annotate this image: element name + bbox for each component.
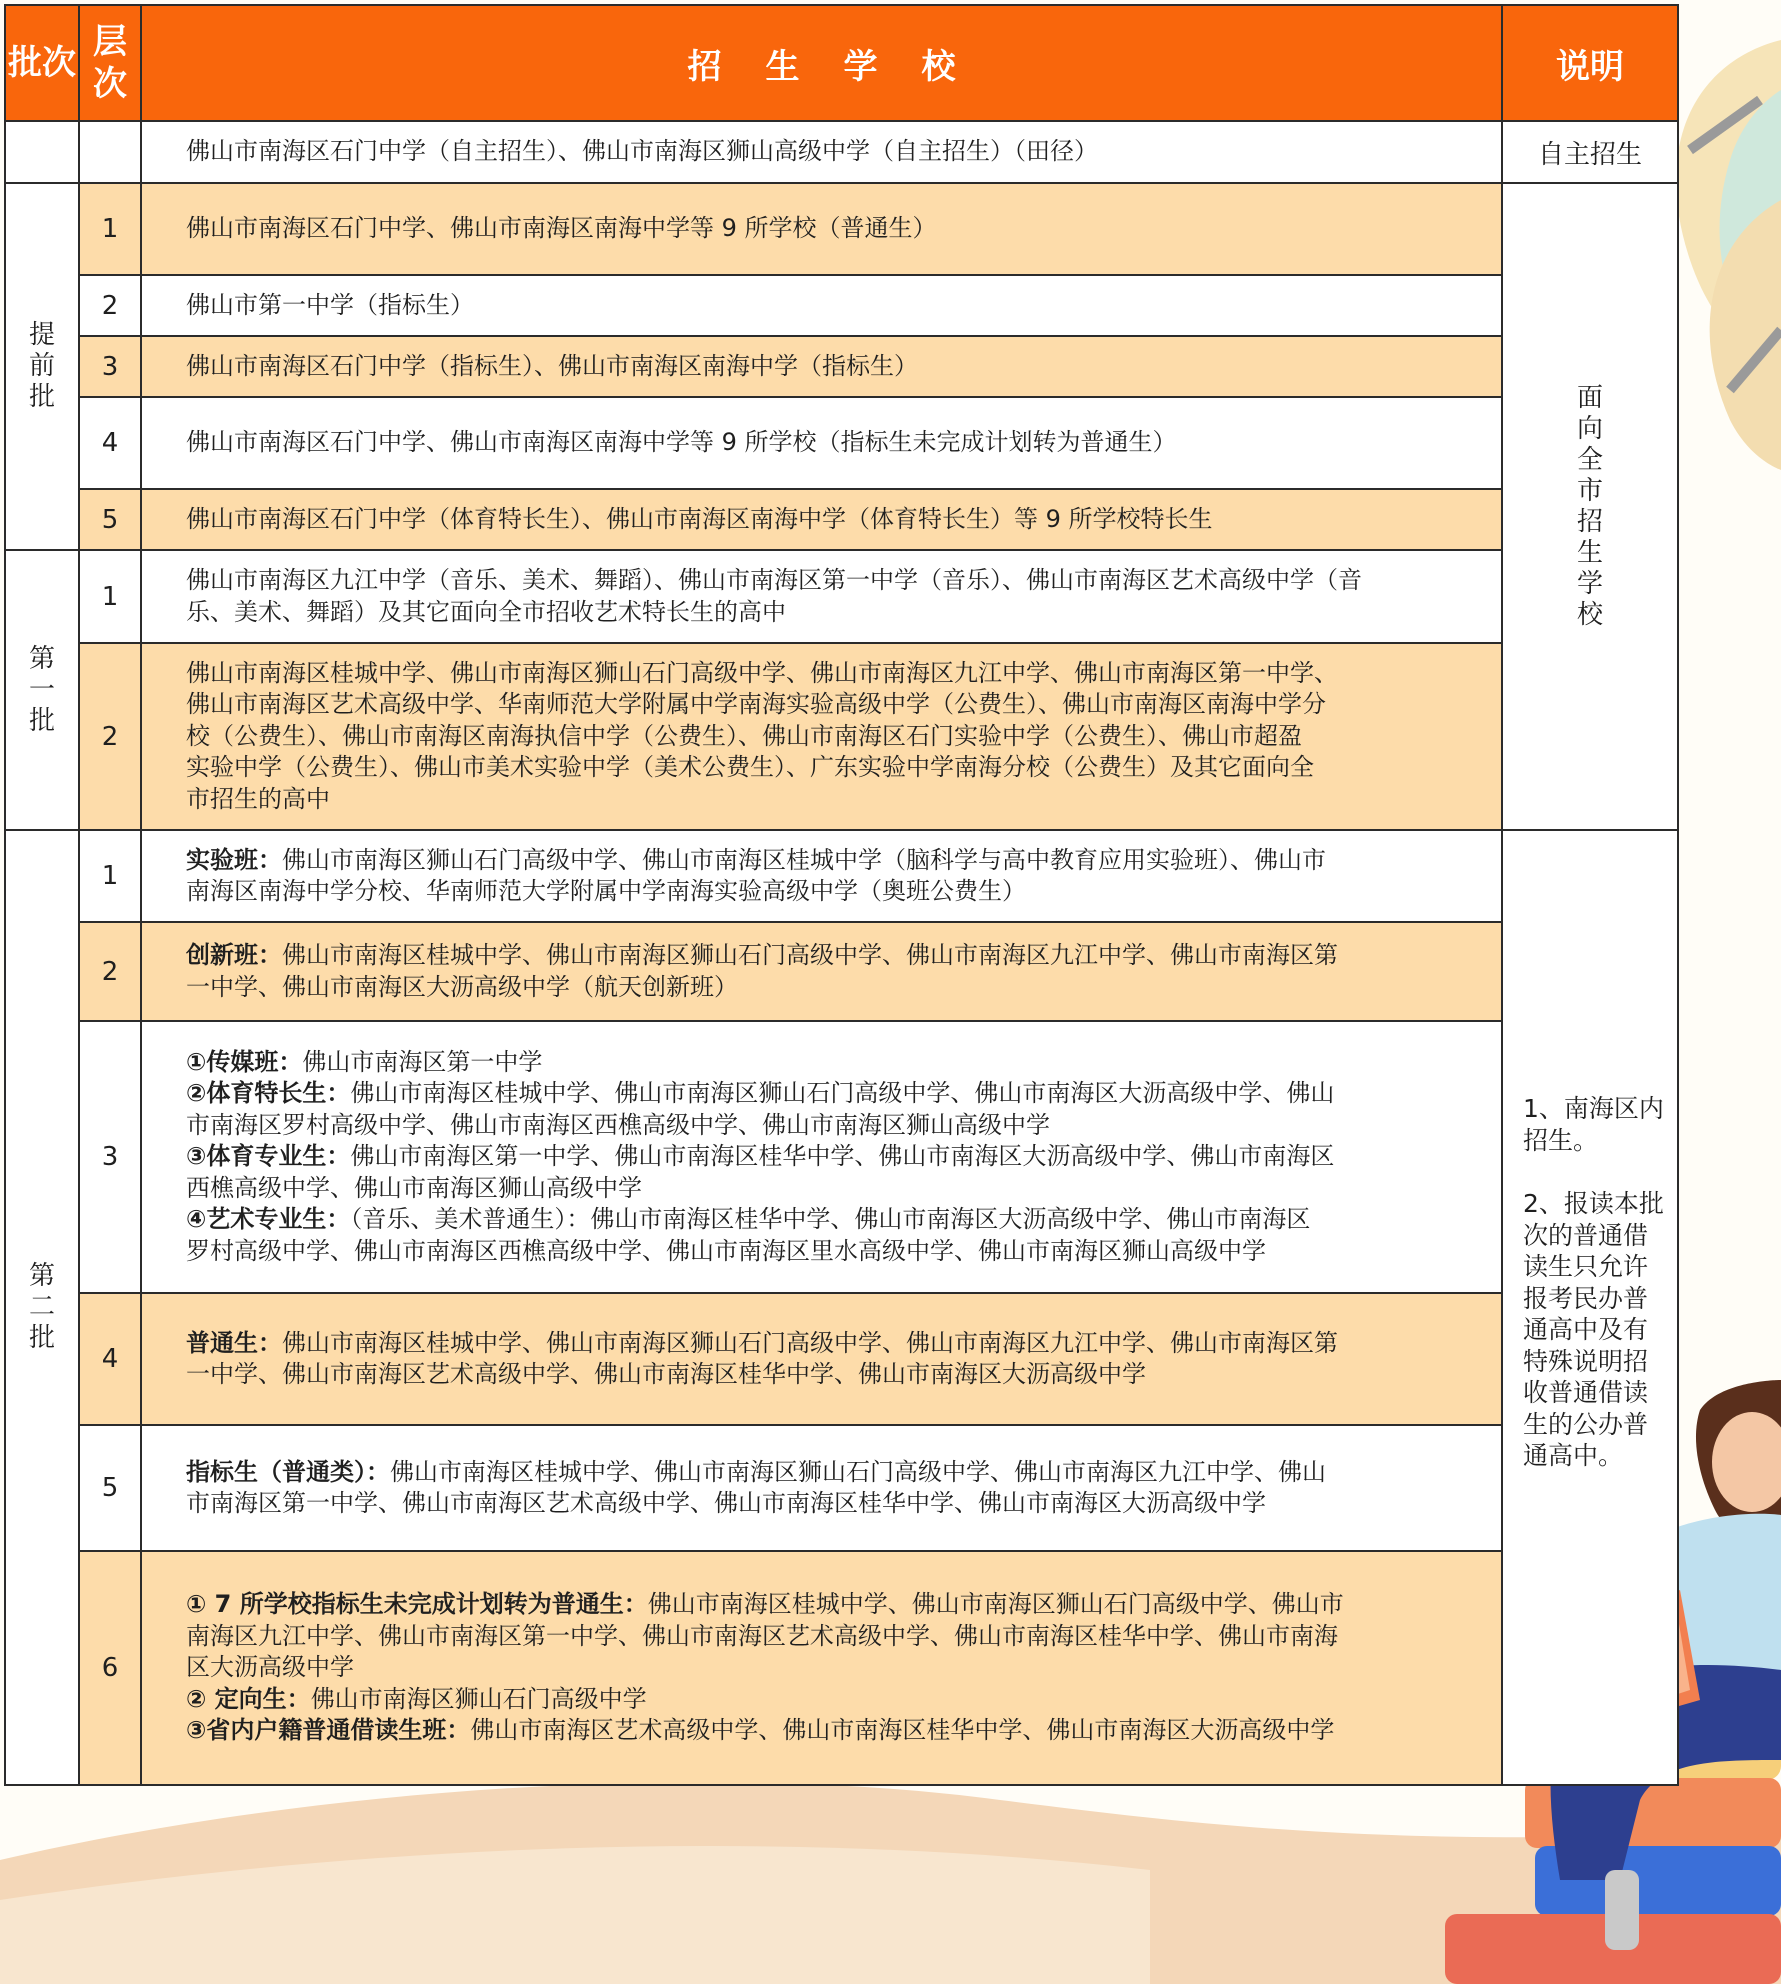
girl-sock xyxy=(1605,1870,1639,1950)
school-cell: 佛山市第一中学（指标生） xyxy=(141,275,1502,336)
level-cell: 2 xyxy=(79,643,141,830)
table-row xyxy=(5,1021,1678,1293)
table-row xyxy=(5,922,1678,1021)
level-cell: 4 xyxy=(79,397,141,489)
batch-first xyxy=(5,550,79,830)
table-row xyxy=(5,489,1678,550)
level-cell: 2 xyxy=(79,922,141,1021)
note-second-1: 1、南海区内招生。 xyxy=(1523,1094,1664,1155)
batch-second-label: 第二批 xyxy=(28,1261,55,1353)
level-cell: 3 xyxy=(79,336,141,397)
school-cell: 佛山市南海区石门中学（体育特长生）、佛山市南海区南海中学（体育特长生）等 9 所学校特长生 xyxy=(141,489,1502,550)
table-row xyxy=(5,275,1678,336)
header-note: 说明 xyxy=(1502,5,1678,121)
table-row xyxy=(5,121,1678,183)
note-citywide-text: 面向全市招生学校 xyxy=(1576,382,1603,630)
school-cell: 创新班：佛山市南海区桂城中学、佛山市南海区狮山石门高级中学、佛山市南海区九江中学、佛山市南海区第 一中学、佛山市南海区大沥高级中学（航天创新班） xyxy=(141,922,1502,1021)
header-schools: 招生学校 xyxy=(141,5,1502,121)
admission-table xyxy=(4,4,1679,1786)
note-self-enrollment: 自主招生 xyxy=(1502,121,1678,183)
level-cell: 1 xyxy=(79,550,141,643)
batch-second xyxy=(5,830,79,1785)
level-cell: 1 xyxy=(79,183,141,275)
school-cell: ①传媒班：佛山市南海区第一中学 ②体育特长生：佛山市南海区桂城中学、佛山市南海区狮山石门高级中学、佛山市南海区大沥高级中学、佛山 市南海区罗村高级中学、佛山市南海区西樵高级中学、佛山市南海区狮山高级中学 ③体育专业生：佛山市南海区第一中学、佛山市南海区桂华中学、佛山市南海区大沥高级中学、佛山市南海区 西樵高级中学、佛山市南海区狮山高级中学 ④艺术专业生：（音乐、美术普通生）：佛山市南海区桂华中学、佛山市南海区大沥高级中学、佛山市南海区 罗村高级中学、佛山市南海区西樵高级中学、佛山市南海区里水高级中学、佛山市南海区狮山高级中学 xyxy=(141,1021,1502,1293)
table-row xyxy=(5,830,1678,922)
table-row xyxy=(5,550,1678,643)
table-row xyxy=(5,643,1678,830)
header-batch: 批次 xyxy=(5,5,79,121)
batch-early-label: 提前批 xyxy=(28,320,55,412)
level-cell: 2 xyxy=(79,275,141,336)
school-cell: 佛山市南海区桂城中学、佛山市南海区狮山石门高级中学、佛山市南海区九江中学、佛山市南海区第一中学、 佛山市南海区艺术高级中学、华南师范大学附属中学南海实验高级中学（公费生）、佛山市南海区南海中学分 校（公费生）、佛山市南海区南海执信中学（公费生）、佛山市南海区石门实验中学（公费生）、佛山市超盈 实验中学（公费生）、佛山市美术实验中学（美术公费生）、广东实验中学南海分校（公费生）及其它面向全 市招生的高中 xyxy=(141,643,1502,830)
table-row xyxy=(5,1293,1678,1425)
school-cell: 佛山市南海区石门中学、佛山市南海区南海中学等 9 所学校（普通生） xyxy=(141,183,1502,275)
school-cell: 指标生（普通类）：佛山市南海区桂城中学、佛山市南海区狮山石门高级中学、佛山市南海区九江中学、佛山 市南海区第一中学、佛山市南海区艺术高级中学、佛山市南海区桂华中学、佛山市南海区大沥高级中学 xyxy=(141,1425,1502,1551)
school-cell: 佛山市南海区石门中学、佛山市南海区南海中学等 9 所学校（指标生未完成计划转为普通生） xyxy=(141,397,1502,489)
level-cell: 4 xyxy=(79,1293,141,1425)
level-cell: 5 xyxy=(79,1425,141,1551)
note-citywide xyxy=(1502,183,1678,830)
level-cell: 5 xyxy=(79,489,141,550)
note-second-2: 2、报读本批次的普通借读生只允许报考民办普通高中及有特殊说明招收普通借读生的公办普通高中。 xyxy=(1523,1189,1664,1470)
batch-early xyxy=(5,183,79,550)
header-level: 层次 xyxy=(79,5,141,121)
table-row xyxy=(5,336,1678,397)
batch-cell-empty xyxy=(5,121,79,183)
level-cell: 1 xyxy=(79,830,141,922)
table-header-row xyxy=(5,5,1678,121)
table-row xyxy=(5,1425,1678,1551)
table-row xyxy=(5,397,1678,489)
level-cell: 6 xyxy=(79,1551,141,1785)
school-cell: ① 7 所学校指标生未完成计划转为普通生：佛山市南海区桂城中学、佛山市南海区狮山石门高级中学、佛山市 南海区九江中学、佛山市南海区第一中学、佛山市南海区艺术高级中学、佛山市南海区桂华中学、佛山市南海 区大沥高级中学 ② 定向生：佛山市南海区狮山石门高级中学 ③省内户籍普通借读生班：佛山市南海区艺术高级中学、佛山市南海区桂华中学、佛山市南海区大沥高级中学 xyxy=(141,1551,1502,1785)
school-cell: 实验班：佛山市南海区狮山石门高级中学、佛山市南海区桂城中学（脑科学与高中教育应用实验班）、佛山市 南海区南海中学分校、华南师范大学附属中学南海实验高级中学（奥班公费生） xyxy=(141,830,1502,922)
level-cell: 3 xyxy=(79,1021,141,1293)
school-cell: 普通生：佛山市南海区桂城中学、佛山市南海区狮山石门高级中学、佛山市南海区九江中学、佛山市南海区第 一中学、佛山市南海区艺术高级中学、佛山市南海区桂华中学、佛山市南海区大沥高级中学 xyxy=(141,1293,1502,1425)
table-row xyxy=(5,1551,1678,1785)
level-cell-empty xyxy=(79,121,141,183)
school-cell: 佛山市南海区石门中学（指标生）、佛山市南海区南海中学（指标生） xyxy=(141,336,1502,397)
note-second-batch xyxy=(1502,830,1678,1785)
table-row xyxy=(5,183,1678,275)
school-cell: 佛山市南海区九江中学（音乐、美术、舞蹈）、佛山市南海区第一中学（音乐）、佛山市南海区艺术高级中学（音 乐、美术、舞蹈）及其它面向全市招收艺术特长生的高中 xyxy=(141,550,1502,643)
batch-first-label: 第一批 xyxy=(28,643,55,736)
school-cell: 佛山市南海区石门中学（自主招生）、佛山市南海区狮山高级中学（自主招生）（田径） xyxy=(141,121,1502,183)
